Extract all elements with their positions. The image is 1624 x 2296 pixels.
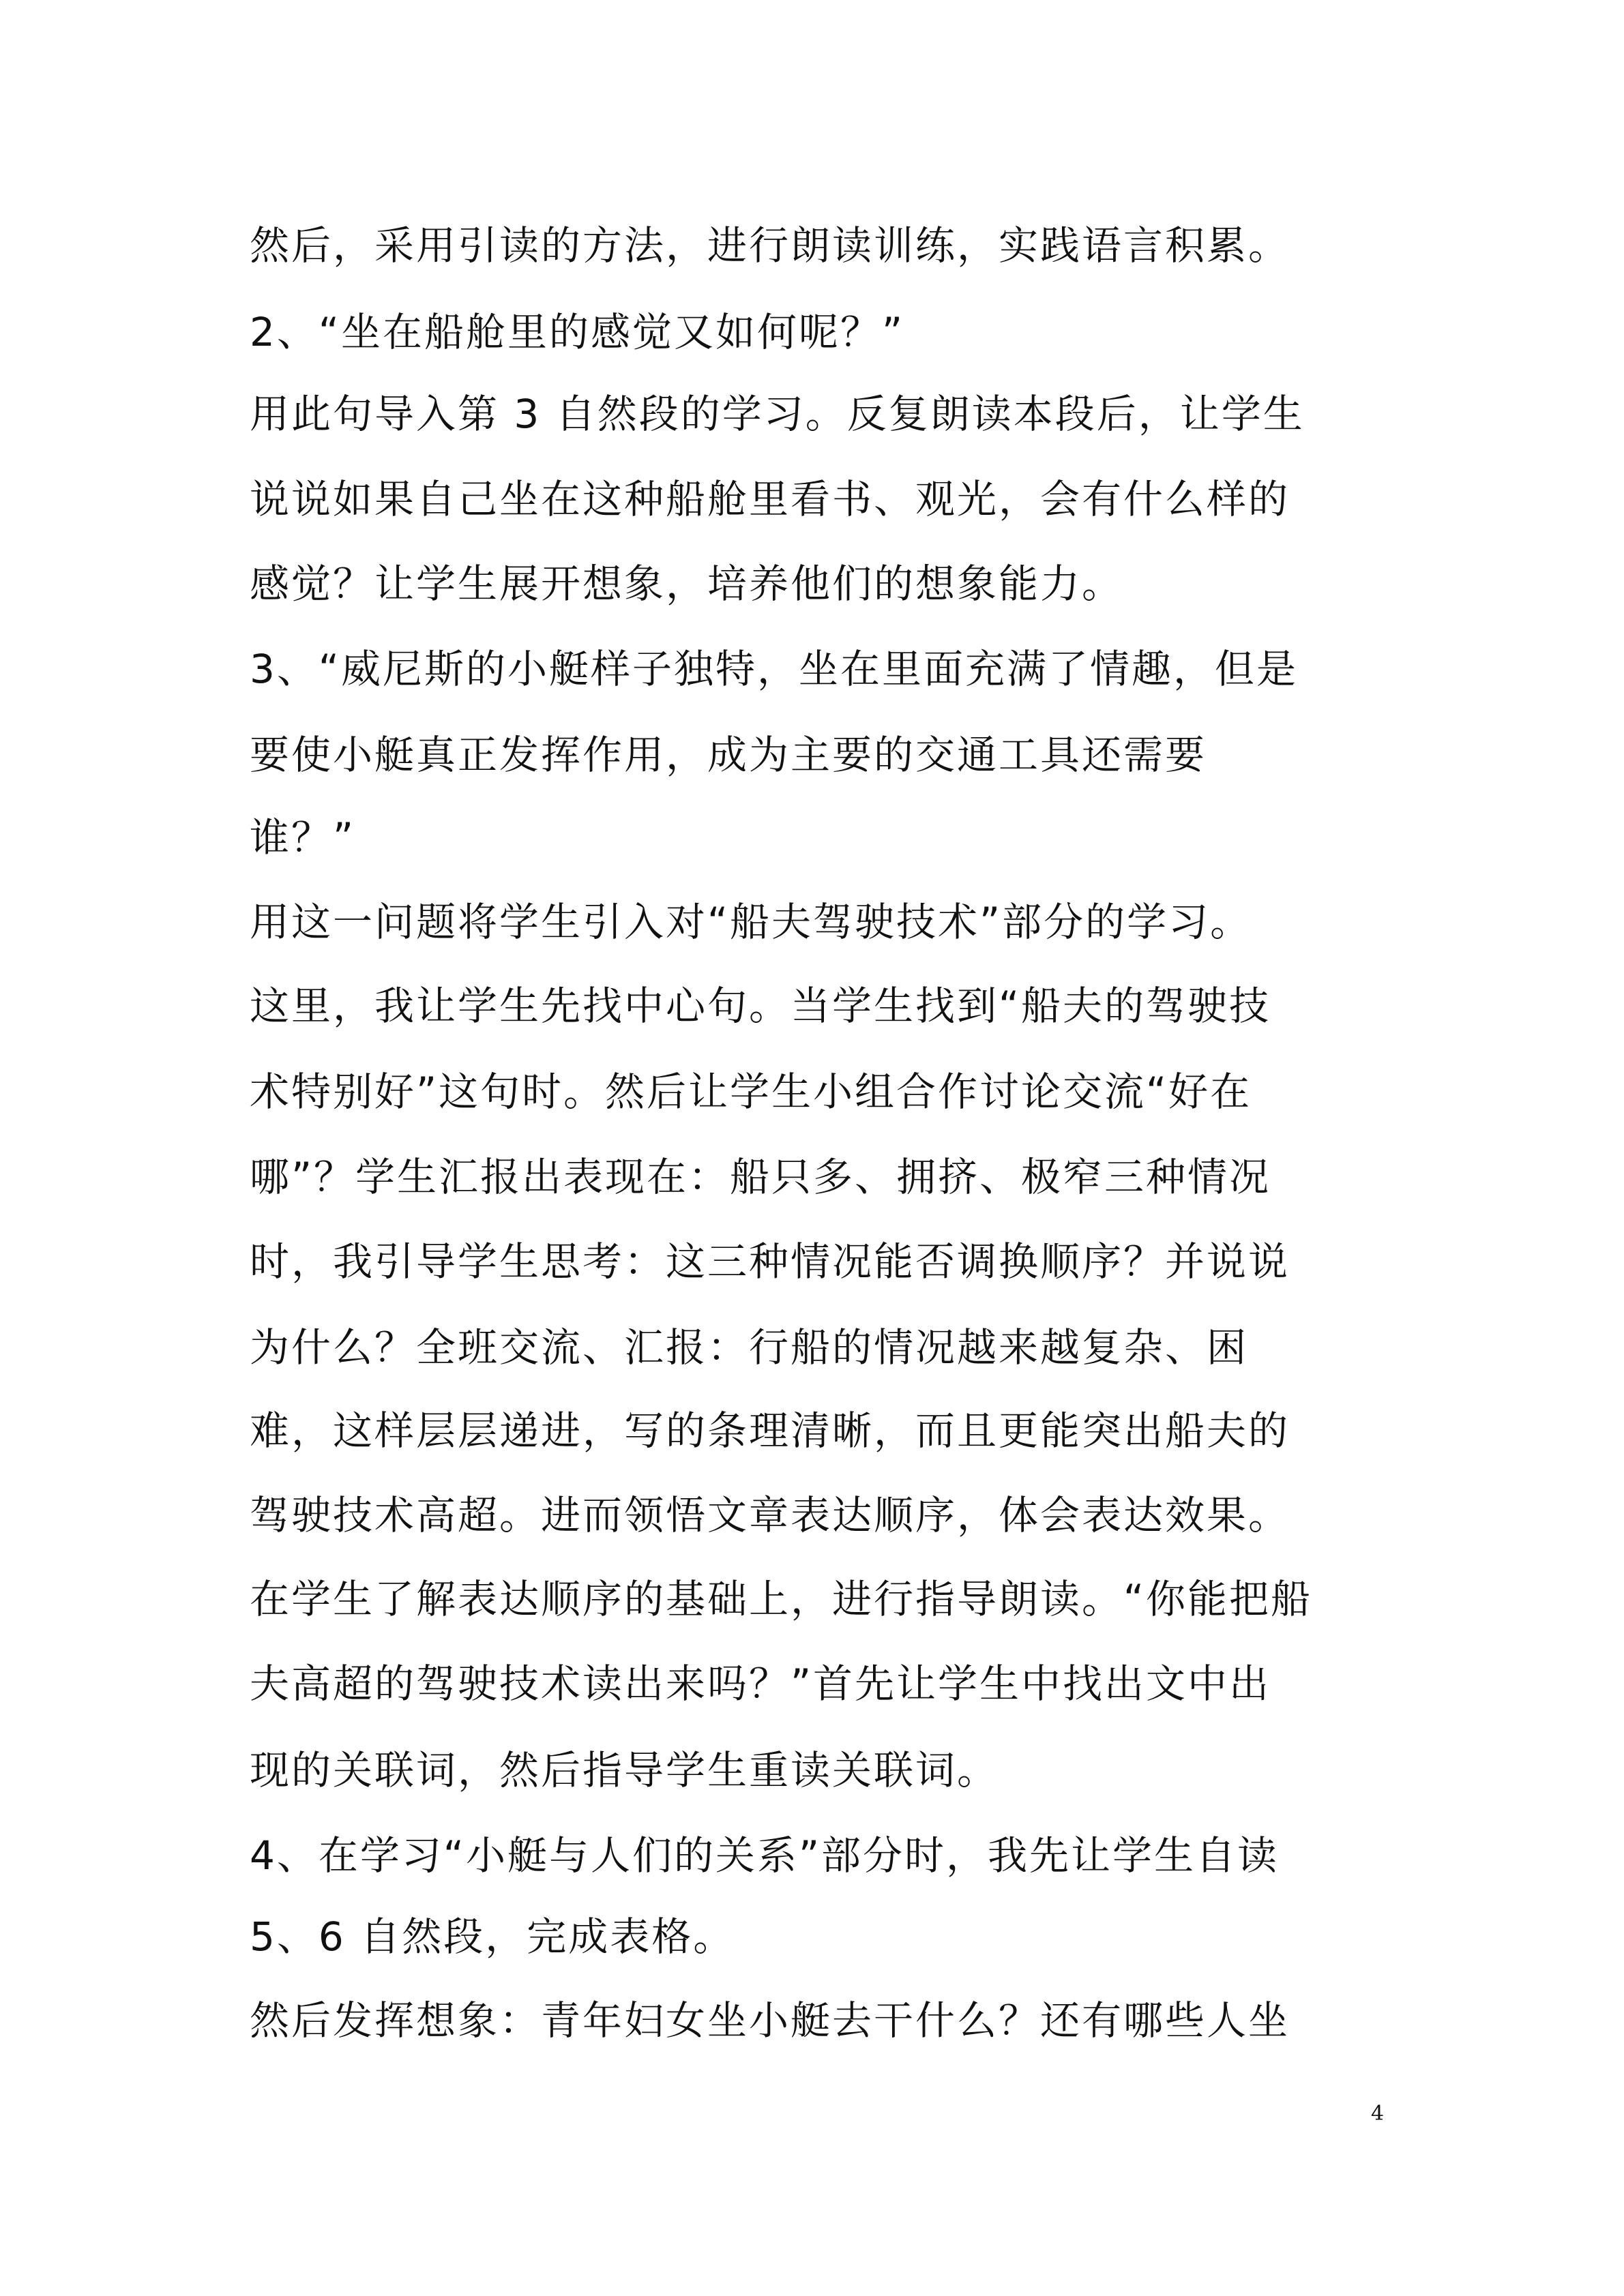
text-line-1: 然后，采用引读的方法，进行朗读训练，实践语言积累。	[250, 222, 1290, 269]
text-line-9: 用这一问题将学生引入对“船夫驾驶技术”部分的学习。	[250, 899, 1252, 945]
text-line-14: 为什么？全班交流、汇报：行船的情况越来越复杂、困	[250, 1324, 1249, 1371]
text-line-3: 用此句导入第 3 自然段的学习。反复朗读本段后，让学生	[250, 391, 1305, 437]
text-line-6: 3、“威尼斯的小艇样子独特，坐在里面充满了情趣，但是	[250, 646, 1298, 692]
text-line-10: 这里，我让学生先找中心句。当学生找到“船夫的驾驶技	[250, 983, 1271, 1029]
text-line-8: 谁？”	[250, 814, 356, 861]
text-line-2: 2、“坐在船舱里的感觉又如何呢？”	[250, 309, 904, 355]
text-line-21: 5、6 自然段，完成表格。	[250, 1913, 735, 1960]
text-line-15: 难，这样层层递进，写的条理清晰，而且更能突出船夫的	[250, 1407, 1290, 1454]
text-line-20: 4、在学习“小艇与人们的关系”部分时，我先让学生自读	[250, 1832, 1279, 1879]
text-line-7: 要使小艇真正发挥作用，成为主要的交通工具还需要	[250, 732, 1207, 778]
text-line-11: 术特别好”这句时。然后让学生小组合作讨论交流“好在	[250, 1069, 1252, 1115]
text-line-16: 驾驶技术高超。进而领悟文章表达顺序，体会表达效果。	[250, 1492, 1290, 1538]
text-line-13: 时，我引导学生思考：这三种情况能否调换顺序？并说说	[250, 1238, 1290, 1285]
text-line-22: 然后发挥想象：青年妇女坐小艇去干什么？还有哪些人坐	[250, 1997, 1290, 2044]
text-line-18: 夫高超的驾驶技术读出来吗？”首先让学生中找出文中出	[250, 1660, 1271, 1707]
text-line-4: 说说如果自己坐在这种船舱里看书、观光，会有什么样的	[250, 476, 1290, 522]
text-line-12: 哪”？学生汇报出表现在：船只多、拥挤、极窄三种情况	[250, 1154, 1271, 1200]
text-line-5: 感觉？让学生展开想象，培养他们的想象能力。	[250, 561, 1124, 607]
text-line-19: 现的关联词，然后指导学生重读关联词。	[250, 1747, 999, 1793]
page-number: 4	[1371, 2102, 1385, 2126]
text-line-17: 在学生了解表达顺序的基础上，进行指导朗读。“你能把船	[250, 1576, 1313, 1622]
